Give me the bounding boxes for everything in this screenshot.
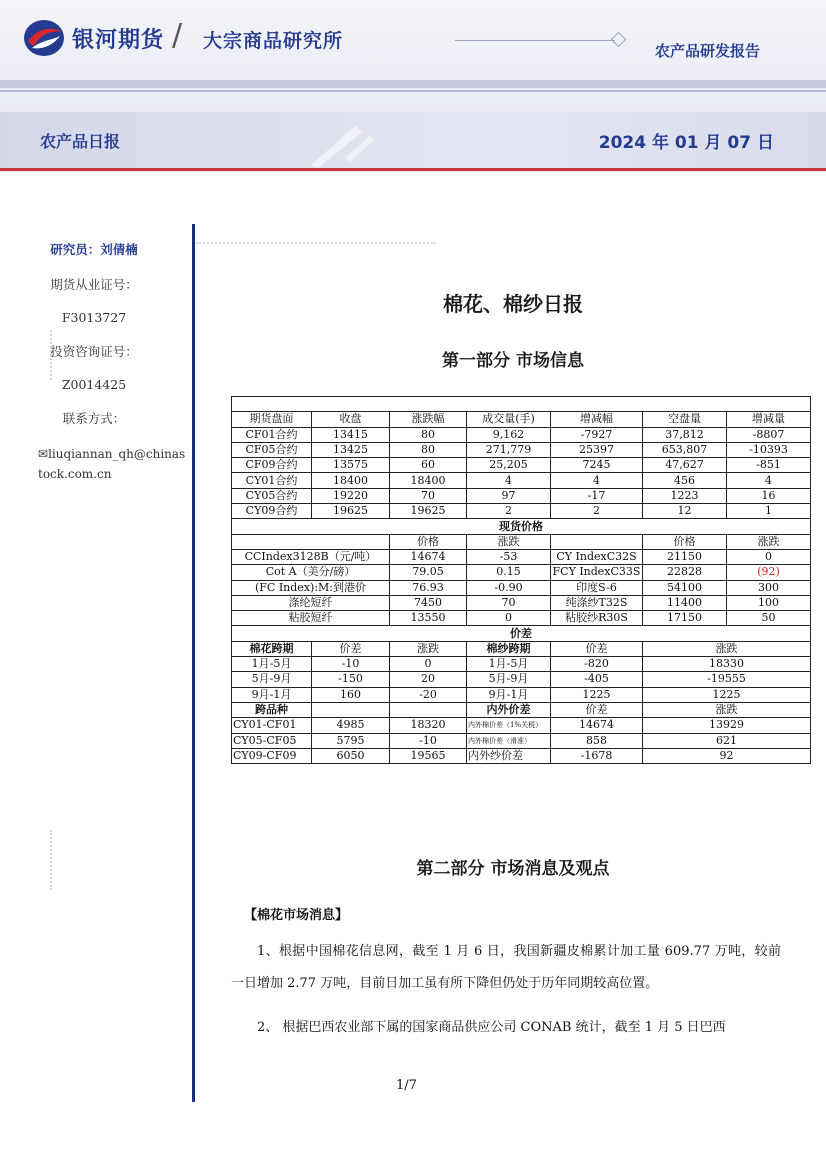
header-cell: 涨跌 bbox=[390, 641, 467, 656]
table-cell: 456 bbox=[643, 473, 727, 488]
header-cell: 价格 bbox=[643, 534, 727, 549]
table-row bbox=[232, 488, 811, 503]
table-row bbox=[232, 565, 811, 580]
table-cell: 271,779 bbox=[467, 442, 551, 457]
table-cell: 1月-5月 bbox=[467, 657, 551, 672]
table-cell: (92) bbox=[727, 565, 811, 580]
institute-name: 大宗商品研究所 bbox=[203, 30, 344, 52]
cross-rows bbox=[232, 718, 811, 764]
table-row bbox=[232, 687, 811, 702]
table-cell: 5月-9月 bbox=[467, 672, 551, 687]
header-cell: 价格 bbox=[390, 534, 467, 549]
table-top-row bbox=[232, 397, 811, 412]
decorative-diamond-icon bbox=[611, 32, 627, 48]
sidebar-divider bbox=[192, 224, 195, 1102]
table-cell: 9月-1月 bbox=[232, 687, 312, 702]
header-cell bbox=[232, 534, 390, 549]
report-title: 棉花、棉纱日报 bbox=[443, 292, 583, 316]
table-cell: -19555 bbox=[643, 672, 811, 687]
pen-graphic-icon bbox=[300, 118, 380, 168]
header-cell: 涨跌 bbox=[727, 534, 811, 549]
table-cell: 9,162 bbox=[467, 427, 551, 442]
cert-number: F3013727 bbox=[61, 310, 127, 325]
table-row bbox=[232, 672, 811, 687]
table-cell: 6050 bbox=[312, 748, 390, 763]
table-cell: -150 bbox=[312, 672, 390, 687]
table-cell: 1223 bbox=[643, 488, 727, 503]
header-cell: 期货盘面 bbox=[232, 412, 312, 427]
table-cell: 18330 bbox=[643, 657, 811, 672]
table-row bbox=[232, 442, 811, 457]
table-cell: 4 bbox=[551, 473, 643, 488]
table-row bbox=[232, 748, 811, 763]
mail-icon: ✉ bbox=[38, 447, 49, 461]
header-red-rule bbox=[0, 168, 826, 171]
header-cell bbox=[551, 534, 643, 549]
table-cell: -53 bbox=[467, 549, 551, 564]
table-cell: 621 bbox=[643, 733, 811, 748]
table-cell: 7450 bbox=[390, 595, 467, 610]
table-cell: 19220 bbox=[312, 488, 390, 503]
table-cell: 内外纱价差 bbox=[467, 748, 551, 763]
section-title-news: 第二部分 市场消息及观点 bbox=[416, 859, 610, 879]
table-cell: 粘胶短纤 bbox=[232, 611, 390, 626]
header-cell: 成交量(手) bbox=[467, 412, 551, 427]
table-cell: -0.90 bbox=[467, 580, 551, 595]
table-cell: 内外棉价差（1%关税） bbox=[467, 718, 551, 733]
table-cell: -10 bbox=[390, 733, 467, 748]
table-cell: 5795 bbox=[312, 733, 390, 748]
table-cell: CY05合约 bbox=[232, 488, 312, 503]
section-title-market-info: 第一部分 市场信息 bbox=[442, 351, 584, 371]
report-date: 2024 年 01 月 07 日 bbox=[598, 133, 774, 153]
table-cell: 18400 bbox=[390, 473, 467, 488]
table-cell: 100 bbox=[727, 595, 811, 610]
table-cell: 22828 bbox=[643, 565, 727, 580]
table-cell: 纯涤纱T32S bbox=[551, 595, 643, 610]
header-cell: 增减幅 bbox=[551, 412, 643, 427]
table-cell: 0 bbox=[467, 611, 551, 626]
table-cell: 160 bbox=[312, 687, 390, 702]
table-row bbox=[232, 458, 811, 473]
header-cell bbox=[390, 702, 467, 717]
report-header bbox=[0, 0, 826, 172]
header-cell: 内外价差 bbox=[467, 702, 551, 717]
table-cell: 92 bbox=[643, 748, 811, 763]
table-cell: 11400 bbox=[643, 595, 727, 610]
table-cell: 13415 bbox=[312, 427, 390, 442]
consult-number: Z0014425 bbox=[61, 377, 127, 392]
table-cell: 17150 bbox=[643, 611, 727, 626]
table-cell: CY01合约 bbox=[232, 473, 312, 488]
table-cell: CF09合约 bbox=[232, 458, 312, 473]
table-cell: CCIndex3128B（元/吨） bbox=[232, 549, 390, 564]
table-cell: CY01-CF01 bbox=[232, 718, 312, 733]
table-cell: 9月-1月 bbox=[467, 687, 551, 702]
table-row bbox=[232, 595, 811, 610]
table-cell: 25,205 bbox=[467, 458, 551, 473]
table-cell: 25397 bbox=[551, 442, 643, 457]
table-cell: -17 bbox=[551, 488, 643, 503]
table-row bbox=[232, 611, 811, 626]
table-cell: 14674 bbox=[551, 718, 643, 733]
spread-section-row bbox=[232, 626, 811, 641]
table-cell: 653,807 bbox=[643, 442, 727, 457]
table-cell: 47,627 bbox=[643, 458, 727, 473]
news-paragraph: 2、 根据巴西农业部下属的国家商品供应公司 CONAB 统计，截至 1 月 5 日巴西 bbox=[257, 1020, 726, 1035]
table-cell: -1678 bbox=[551, 748, 643, 763]
table-row bbox=[232, 580, 811, 595]
spot-header-row bbox=[232, 534, 811, 549]
email-line-1: liuqiannan_qh@chinas bbox=[48, 447, 186, 461]
table-cell: 13550 bbox=[390, 611, 467, 626]
table-cell: 12 bbox=[643, 504, 727, 519]
table-cell: 18320 bbox=[390, 718, 467, 733]
table-cell: FCY IndexC33S bbox=[551, 565, 643, 580]
header-cell: 涨跌 bbox=[643, 702, 811, 717]
news-heading: 【棉花市场消息】 bbox=[244, 908, 349, 923]
table-cell: 0.15 bbox=[467, 565, 551, 580]
table-cell: 13575 bbox=[312, 458, 390, 473]
table-cell: Cot A（美分/磅） bbox=[232, 565, 390, 580]
table-cell: 16 bbox=[727, 488, 811, 503]
table-cell: CY05-CF05 bbox=[232, 733, 312, 748]
cross-header-row bbox=[232, 702, 811, 717]
email-line-2: tock.com.cn bbox=[38, 467, 112, 481]
header-cell: 增减量 bbox=[727, 412, 811, 427]
table-cell: 1月-5月 bbox=[232, 657, 312, 672]
table-cell: 70 bbox=[390, 488, 467, 503]
report-category: 农产品日报 bbox=[40, 132, 121, 151]
decorative-line bbox=[455, 40, 615, 41]
table-cell: 19565 bbox=[390, 748, 467, 763]
table-cell: 4 bbox=[727, 473, 811, 488]
futures-rows bbox=[232, 427, 811, 519]
table-cell: 4 bbox=[467, 473, 551, 488]
table-cell: CY IndexC32S bbox=[551, 549, 643, 564]
table-cell: -10 bbox=[312, 657, 390, 672]
table-cell: 70 bbox=[467, 595, 551, 610]
news-paragraph: 1、根据中国棉花信息网，截至 1 月 6 日，我国新疆皮棉累计加工量 609.77 万吨，较前一日增加 2.77 万吨，目前日加工虽有所下降但仍处于历年同期较高位置。 bbox=[231, 944, 781, 991]
analyst-sidebar bbox=[0, 240, 188, 484]
table-cell: 0 bbox=[727, 549, 811, 564]
decorative-dots bbox=[50, 830, 54, 890]
table-cell: -20 bbox=[390, 687, 467, 702]
table-cell: 97 bbox=[467, 488, 551, 503]
report-type: 农产品研发报告 bbox=[654, 42, 760, 60]
table-cell: 80 bbox=[390, 442, 467, 457]
table-row bbox=[232, 504, 811, 519]
table-cell: 21150 bbox=[643, 549, 727, 564]
table-cell: -7927 bbox=[551, 427, 643, 442]
table-cell: 13929 bbox=[643, 718, 811, 733]
table-cell: CY09合约 bbox=[232, 504, 312, 519]
table-cell: -851 bbox=[727, 458, 811, 473]
table-cell: 76.93 bbox=[390, 580, 467, 595]
table-cell: CF01合约 bbox=[232, 427, 312, 442]
spread-rows bbox=[232, 657, 811, 703]
header-cell: 空盘量 bbox=[643, 412, 727, 427]
table-cell: 粘胶纱R30S bbox=[551, 611, 643, 626]
table-cell: 60 bbox=[390, 458, 467, 473]
contact-email[interactable] bbox=[0, 444, 188, 484]
table-row bbox=[232, 718, 811, 733]
header-cell: 棉花跨期 bbox=[232, 641, 312, 656]
decorative-dots bbox=[196, 242, 436, 247]
table-cell: 13425 bbox=[312, 442, 390, 457]
header-cell: 价差 bbox=[312, 641, 390, 656]
header-band-thin bbox=[0, 90, 826, 92]
table-cell: (FC Index):M:到港价 bbox=[232, 580, 390, 595]
table-cell: CF05合约 bbox=[232, 442, 312, 457]
table-cell: 涤纶短纤 bbox=[232, 595, 390, 610]
consult-label: 投资咨询证号： bbox=[50, 344, 138, 359]
table-cell: 1225 bbox=[643, 687, 811, 702]
futures-header-row bbox=[232, 412, 811, 427]
table-cell: 858 bbox=[551, 733, 643, 748]
header-band bbox=[0, 80, 826, 88]
table-cell: 4985 bbox=[312, 718, 390, 733]
logo-icon bbox=[22, 18, 66, 58]
table-cell: 7245 bbox=[551, 458, 643, 473]
header-cell: 涨跌 bbox=[643, 641, 811, 656]
table-cell: 内外棉价差（滑准） bbox=[467, 733, 551, 748]
analyst-name: 研究员：刘倩楠 bbox=[50, 242, 138, 257]
table-cell: -10393 bbox=[727, 442, 811, 457]
table-cell: 37,812 bbox=[643, 427, 727, 442]
header-cell: 收盘 bbox=[312, 412, 390, 427]
table-cell: 1 bbox=[727, 504, 811, 519]
header-cell: 跨品种 bbox=[232, 702, 312, 717]
spot-rows bbox=[232, 549, 811, 625]
market-data-table bbox=[231, 396, 811, 764]
header-divider: / bbox=[172, 18, 183, 53]
table-cell: 14674 bbox=[390, 549, 467, 564]
table-cell: 300 bbox=[727, 580, 811, 595]
decorative-dots bbox=[50, 330, 54, 380]
table-cell: -8807 bbox=[727, 427, 811, 442]
header-cell: 价差 bbox=[551, 641, 643, 656]
table-row bbox=[232, 427, 811, 442]
table-cell: CY09-CF09 bbox=[232, 748, 312, 763]
section-label: 现货价格 bbox=[232, 519, 811, 534]
page-number: 1/7 bbox=[396, 1078, 417, 1093]
cert-label: 期货从业证号： bbox=[50, 277, 138, 292]
table-cell: 50 bbox=[727, 611, 811, 626]
table-cell: 0 bbox=[390, 657, 467, 672]
table-cell: 印度S-6 bbox=[551, 580, 643, 595]
table-cell: 19625 bbox=[312, 504, 390, 519]
spot-section-row bbox=[232, 519, 811, 534]
table-cell: 19625 bbox=[390, 504, 467, 519]
header-cell bbox=[312, 702, 390, 717]
header-cell: 价差 bbox=[551, 702, 643, 717]
table-cell: 2 bbox=[551, 504, 643, 519]
table-cell: 1225 bbox=[551, 687, 643, 702]
section-label: 价差 bbox=[232, 626, 811, 641]
header-cell: 涨跌 bbox=[467, 534, 551, 549]
table-row bbox=[232, 473, 811, 488]
contact-label: 联系方式： bbox=[62, 411, 126, 426]
table-cell: 54100 bbox=[643, 580, 727, 595]
spread-header-row bbox=[232, 641, 811, 656]
header-cell: 涨跌幅 bbox=[390, 412, 467, 427]
table-row bbox=[232, 549, 811, 564]
table-cell: 20 bbox=[390, 672, 467, 687]
table-cell: 5月-9月 bbox=[232, 672, 312, 687]
table-cell: 80 bbox=[390, 427, 467, 442]
table-cell: 2 bbox=[467, 504, 551, 519]
brand-name: 银河期货 bbox=[72, 28, 165, 53]
table-cell: -405 bbox=[551, 672, 643, 687]
header-cell: 棉纱跨期 bbox=[467, 641, 551, 656]
table-row bbox=[232, 657, 811, 672]
table-cell: -820 bbox=[551, 657, 643, 672]
table-cell: 79.05 bbox=[390, 565, 467, 580]
table-cell: 18400 bbox=[312, 473, 390, 488]
table-row bbox=[232, 733, 811, 748]
